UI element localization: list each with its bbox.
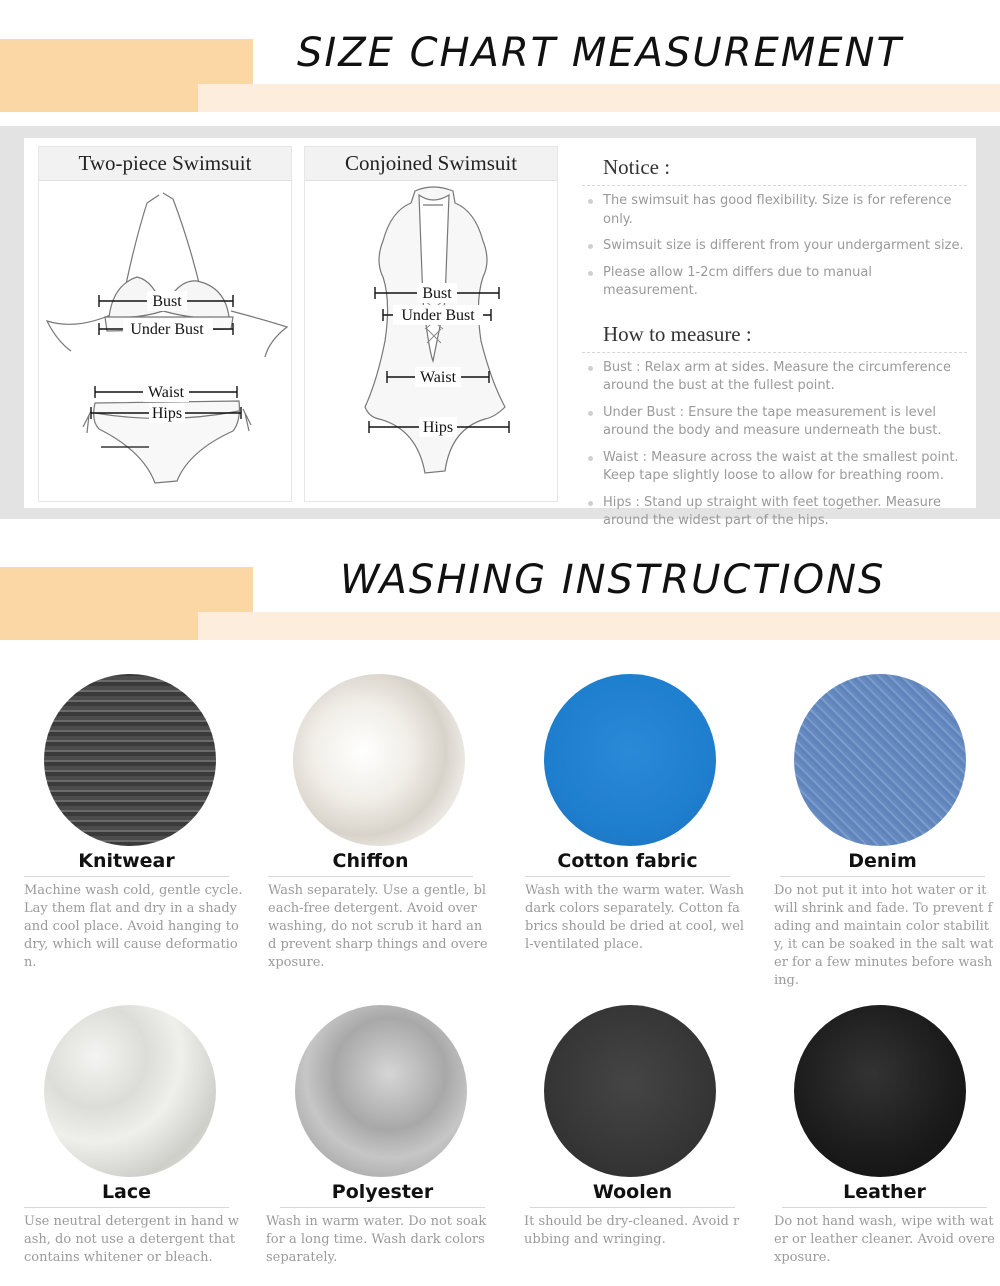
- conjoined-hips-label: Hips: [422, 419, 454, 436]
- fabric-desc: It should be dry-cleaned. Avoid rubbing and wringing.: [524, 1214, 740, 1247]
- two-piece-underbust-label: Under Bust: [130, 321, 204, 338]
- fabric-name: Cotton fabric: [525, 850, 730, 877]
- notice-item: Swimsuit size is different from your undergarment size.: [582, 237, 967, 256]
- fabric-name: Woolen: [530, 1181, 735, 1208]
- notice-item: The swimsuit has good flexibility. Size is for reference only.: [582, 192, 967, 229]
- size-notes: [582, 150, 967, 539]
- fabric-name: Denim: [780, 850, 985, 877]
- how-to-item: Under Bust : Ensure the tape measurement is level around the body and measure underneath the bust.: [582, 404, 967, 441]
- fabric-name: Knitwear: [24, 850, 229, 877]
- leather-swatch-icon: [794, 1005, 966, 1177]
- fabric-name: Leather: [782, 1181, 987, 1208]
- how-to-item: Waist : Measure across the waist at the smallest point. Keep tape slightly loose to allow for breathing room.: [582, 449, 967, 486]
- two-piece-bust-label: Bust: [152, 293, 182, 310]
- chiffon-swatch-icon: [293, 674, 465, 846]
- conjoined-waist-label: Waist: [419, 369, 457, 386]
- fabric-desc: Machine wash cold, gentle cycle. Lay them flat and dry in a shady and cool place. Avoid hanging to dry, which will cause deformation.: [24, 883, 243, 970]
- knitwear-swatch-icon: [44, 674, 216, 846]
- fabric-name: Chiffon: [268, 850, 473, 877]
- two-piece-panel: [38, 146, 292, 502]
- lace-swatch-icon: [44, 1005, 216, 1177]
- conjoined-panel: [304, 146, 558, 502]
- cotton-swatch-icon: [544, 674, 716, 846]
- notice-title: Notice :: [582, 150, 967, 186]
- fabric-desc: Do not put it into hot water or it will shrink and fade. To prevent fading and maintain color stability, it can be soaked in the salt water for a few minutes before washing.: [774, 883, 994, 988]
- washing-title: WASHING INSTRUCTIONS: [340, 557, 886, 603]
- notice-item: Please allow 1-2cm differs due to manual measurement.: [582, 264, 967, 301]
- fabric-name: Lace: [24, 1181, 229, 1208]
- washing-accent-bar-light: [198, 612, 1000, 640]
- how-to-item: Bust : Relax arm at sides. Measure the circumference around the bust at the fullest point.: [582, 359, 967, 396]
- how-to-title: How to measure :: [582, 317, 967, 353]
- fabric-desc: Wash with the warm water. Wash dark colors separately. Cotton fabrics should be dried at cool, well-ventilated place.: [525, 883, 745, 952]
- fabric-desc: Wash separately. Use a gentle, bleach-free detergent. Avoid over washing, do not scrub it hard and prevent sharp things and overexposure.: [268, 883, 488, 970]
- two-piece-waist-label: Waist: [147, 384, 185, 401]
- conjoined-diagram: [305, 181, 557, 501]
- denim-swatch-icon: [794, 674, 966, 846]
- fabric-desc: Use neutral detergent in hand wash, do not use a detergent that contains whitener or bleach.: [24, 1214, 240, 1265]
- polyester-swatch-icon: [295, 1005, 467, 1177]
- conjoined-title: Conjoined Swimsuit: [305, 147, 557, 181]
- conjoined-bust-label: Bust: [422, 285, 452, 302]
- fabric-desc: Do not hand wash, wipe with water or leather cleaner. Avoid overexposure.: [774, 1214, 995, 1265]
- fabric-desc: Wash in warm water. Do not soak for a long time. Wash dark colors separately.: [266, 1214, 487, 1265]
- size-chart-title: SIZE CHART MEASUREMENT: [297, 30, 903, 76]
- conjoined-underbust-label: Under Bust: [401, 307, 475, 324]
- how-to-item: Hips : Stand up straight with feet together. Measure around the widest part of the hips.: [582, 494, 967, 531]
- fabric-name: Polyester: [280, 1181, 485, 1208]
- two-piece-diagram: [39, 181, 291, 501]
- two-piece-hips-label: Hips: [151, 405, 183, 422]
- woolen-swatch-icon: [544, 1005, 716, 1177]
- two-piece-title: Two-piece Swimsuit: [39, 147, 291, 181]
- header-accent-bar-light: [198, 84, 1000, 112]
